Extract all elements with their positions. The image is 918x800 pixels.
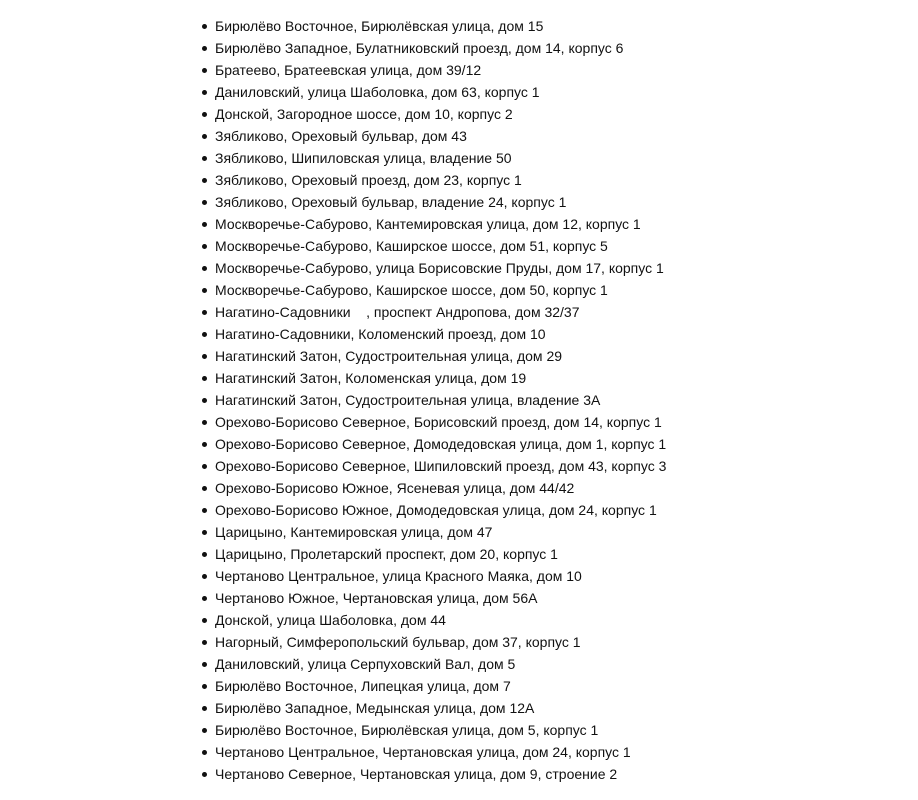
address-list-item: Бирюлёво Восточное, Липецкая улица, дом 7 (200, 675, 666, 697)
address-list-item: Нагатинский Затон, Судостроительная улица, дом 29 (200, 345, 666, 367)
address-list-item: Бирюлёво Восточное, Бирюлёвская улица, дом 5, корпус 1 (200, 719, 666, 741)
address-list-item: Орехово-Борисово Южное, Ясеневая улица, дом 44/42 (200, 477, 666, 499)
address-list-item: Орехово-Борисово Северное, Борисовский проезд, дом 14, корпус 1 (200, 411, 666, 433)
address-list-item: Донской, улица Шаболовка, дом 44 (200, 609, 666, 631)
address-list-item: Нагатинский Затон, Коломенская улица, дом 19 (200, 367, 666, 389)
address-list-item: Царицыно, Кантемировская улица, дом 47 (200, 521, 666, 543)
address-list-item: Чертаново Центральное, Чертановская улица, дом 24, корпус 1 (200, 741, 666, 763)
address-list-item: Орехово-Борисово Северное, Домодедовская улица, дом 1, корпус 1 (200, 433, 666, 455)
address-list-item: Бирюлёво Восточное, Бирюлёвская улица, дом 15 (200, 15, 666, 37)
address-list-item: Братеево, Братеевская улица, дом 39/12 (200, 59, 666, 81)
address-list-item: Зябликово, Шипиловская улица, владение 50 (200, 147, 666, 169)
address-list-item: Москворечье-Сабурово, Каширское шоссе, дом 51, корпус 5 (200, 235, 666, 257)
address-list (200, 15, 666, 785)
address-list-item: Бирюлёво Западное, Булатниковский проезд, дом 14, корпус 6 (200, 37, 666, 59)
address-list-item: Москворечье-Сабурово, улица Борисовские Пруды, дом 17, корпус 1 (200, 257, 666, 279)
address-list-item: Чертаново Центральное, улица Красного Маяка, дом 10 (200, 565, 666, 587)
address-list-item: Москворечье-Сабурово, Каширское шоссе, дом 50, корпус 1 (200, 279, 666, 301)
address-list-item: Нагорный, Симферопольский бульвар, дом 37, корпус 1 (200, 631, 666, 653)
address-list-item: Нагатино-Садовники , проспект Андропова, дом 32/37 (200, 301, 666, 323)
address-list-item: Зябликово, Ореховый проезд, дом 23, корпус 1 (200, 169, 666, 191)
address-list-item: Зябликово, Ореховый бульвар, дом 43 (200, 125, 666, 147)
address-list-item: Орехово-Борисово Северное, Шипиловский проезд, дом 43, корпус 3 (200, 455, 666, 477)
address-list-item: Даниловский, улица Шаболовка, дом 63, корпус 1 (200, 81, 666, 103)
address-list-item: Царицыно, Пролетарский проспект, дом 20, корпус 1 (200, 543, 666, 565)
address-list-item: Нагатинский Затон, Судостроительная улица, владение 3А (200, 389, 666, 411)
address-list-item: Зябликово, Ореховый бульвар, владение 24, корпус 1 (200, 191, 666, 213)
address-list-item: Бирюлёво Западное, Медынская улица, дом 12А (200, 697, 666, 719)
address-list-item: Нагатино-Садовники, Коломенский проезд, дом 10 (200, 323, 666, 345)
address-list-item: Чертаново Южное, Чертановская улица, дом 56А (200, 587, 666, 609)
address-list-item: Москворечье-Сабурово, Кантемировская улица, дом 12, корпус 1 (200, 213, 666, 235)
address-list-item: Донской, Загородное шоссе, дом 10, корпус 2 (200, 103, 666, 125)
address-list-item: Даниловский, улица Серпуховский Вал, дом 5 (200, 653, 666, 675)
address-list-item: Чертаново Северное, Чертановская улица, дом 9, строение 2 (200, 763, 666, 785)
address-list-item: Орехово-Борисово Южное, Домодедовская улица, дом 24, корпус 1 (200, 499, 666, 521)
